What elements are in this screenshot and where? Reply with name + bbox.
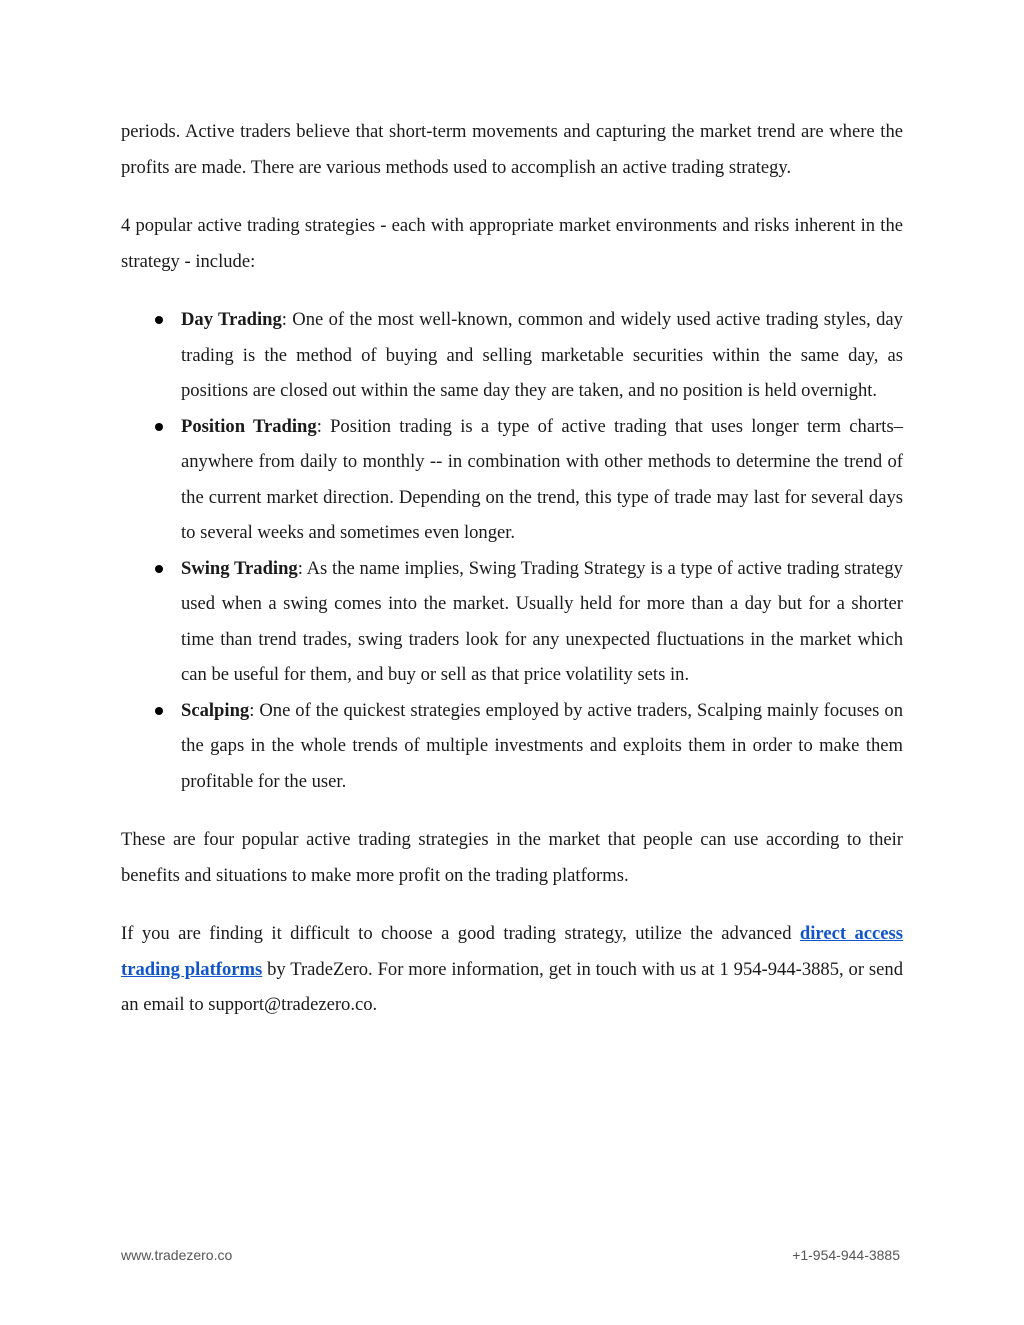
list-item-scalping [121,693,903,800]
strategy-term: Swing Trading [181,557,298,579]
bullet-icon [155,423,163,431]
list-item-position-trading [121,409,903,551]
cta-text-after-link: by TradeZero. For more information, get in touch with us at 1 954-944-3885, or send an email to support@tradezero.co. [121,958,903,1015]
summary-paragraph: These are four popular active trading strategies in the market that people can use according to their benefits and situations to make more profit on the trading platforms. [121,829,903,886]
footer-website: www.tradezero.co [121,1247,233,1263]
list-item-swing-trading [121,551,903,693]
bullet-icon [155,565,163,573]
direct-access-trading-platforms-link[interactable]: direct access trading platforms [121,923,904,980]
strategy-term: Scalping [181,699,250,721]
footer-phone: +1-954-944-3885 [792,1247,900,1263]
list-intro-paragraph: 4 popular active trading strategies - each with appropriate market environments and risks inherent in the strategy - include: [121,215,903,272]
strategy-description: : One of the quickest strategies employed by active traders, Scalping mainly focuses on the gaps in the whole trends of multiple investments and exploits them in order to make them profitable for the user. [181,699,903,792]
strategy-description: : Position trading is a type of active trading that uses longer term charts–anywhere from daily to monthly -- in combination with other methods to determine the trend of the current market direction. Depending on the trend, this type of trade may last for several days to several weeks and sometimes even longer. [181,415,904,543]
cta-paragraph [121,916,903,1023]
intro-paragraph: periods. Active traders believe that short-term movements and capturing the market trend are where the profits are made. There are various methods used to accomplish an active trading strategy. [121,121,903,178]
list-item-day-trading [121,302,903,409]
bullet-icon [155,707,163,715]
document-body [121,114,903,1046]
cta-text-before-link: If you are finding it difficult to choose a good trading strategy, utilize the advanced [121,923,800,944]
bullet-icon [155,316,163,324]
strategy-term: Position Trading [181,415,317,437]
strategy-list [121,302,903,799]
page-footer [121,1247,900,1263]
strategy-term: Day Trading [181,309,282,330]
strategy-description: : One of the most well-known, common and widely used active trading styles, day trading is the method of buying and selling marketable securities within the same day, as positions are closed out within the same day they are taken, and no position is held overnight. [181,309,903,401]
strategy-description: : As the name implies, Swing Trading Strategy is a type of active trading strategy used when a swing comes into the market. Usually held for more than a day but for a shorter time than trend trades, swing traders look for any unexpected fluctuations in the market which can be useful for them, and buy or sell as that price volatility sets in. [181,557,903,685]
